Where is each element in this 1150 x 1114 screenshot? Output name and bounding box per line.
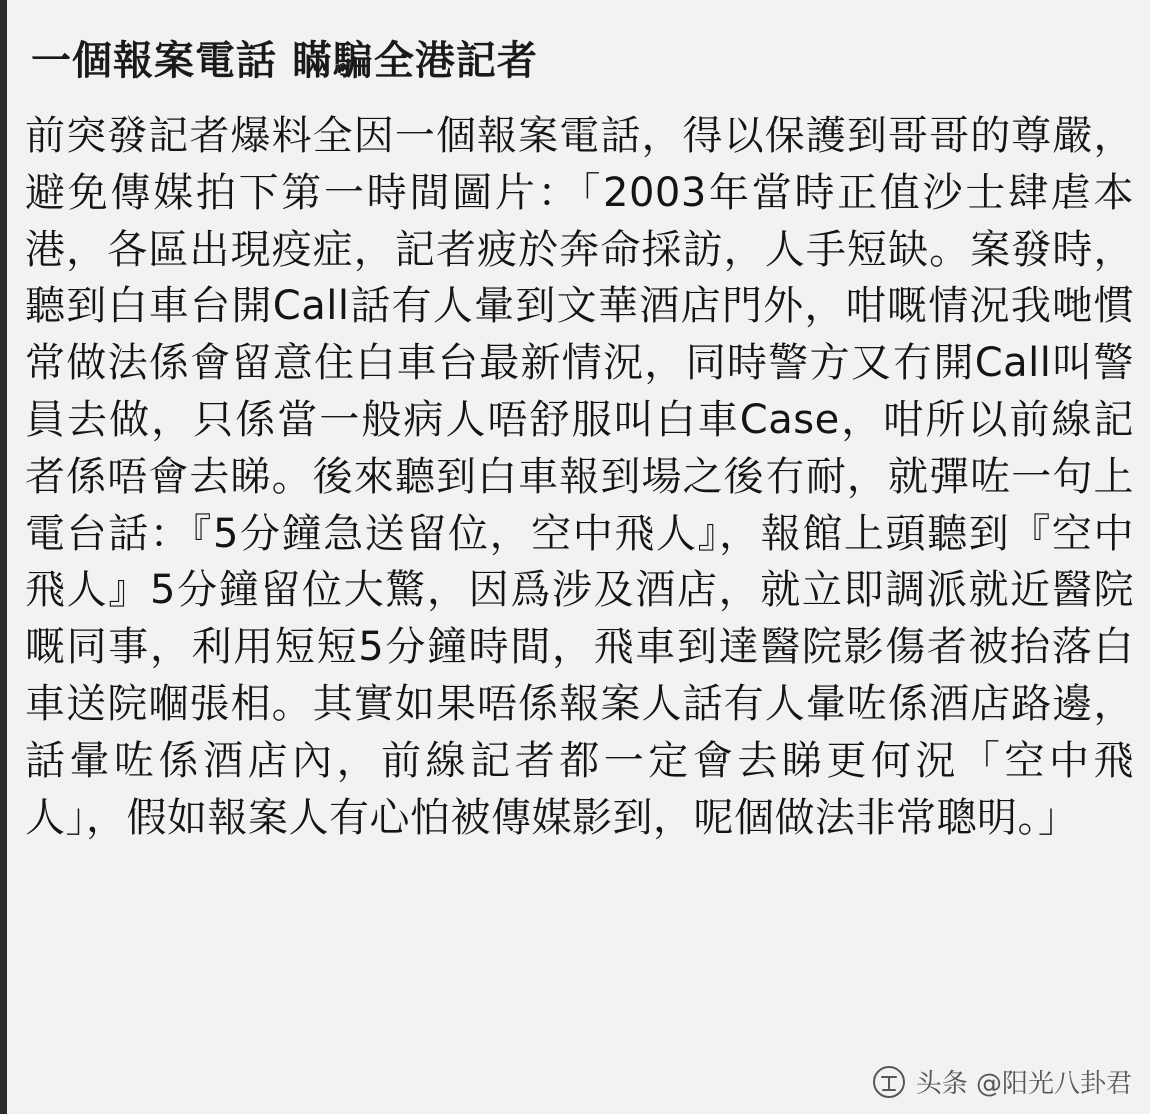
watermark [872,1063,1132,1100]
watermark-text: 头条 @阳光八卦君 [915,1069,1132,1099]
page-title: 一個報案電話 瞞騙全港記者 [31,38,538,84]
headline-logo-icon [872,1065,906,1099]
article-content [7,0,1150,1114]
left-margin-rule [0,0,7,1114]
article-body: 前突發記者爆料全因一個報案電話，得以保護到哥哥的尊嚴，避免傳媒拍下第一時間圖片：「2003年當時正值沙士肆虐本港，各區出現疫症，記者疲於奔命採訪，人手短缺。案發時，聽到白車台開Call話有人暈到文華酒店門外，咁嘅情況我哋慣常做法係會留意住白車台最新情況，同時警方又冇開Call叫警員去做，只係當一般病人唔舒服叫白車Case，咁所以前線記者係唔會去睇。後來聽到白車報到場之後冇耐，就彈咗一句上電台話：『5分鐘急送留位，空中飛人』，報館上頭聽到『空中飛人』5分鐘留位大驚，因爲涉及酒店，就立即調派就近醫院嘅同事，利用短短5分鐘時間，飛車到達醫院影傷者被抬落白車送院嗰張相。其實如果唔係報案人話有人暈咗係酒店路邊，話暈咗係酒店內，前線記者都一定會去睇更何況「空中飛人」，假如報案人有心怕被傳媒影到，呢個做法非常聰明。」 [25,113,1134,841]
